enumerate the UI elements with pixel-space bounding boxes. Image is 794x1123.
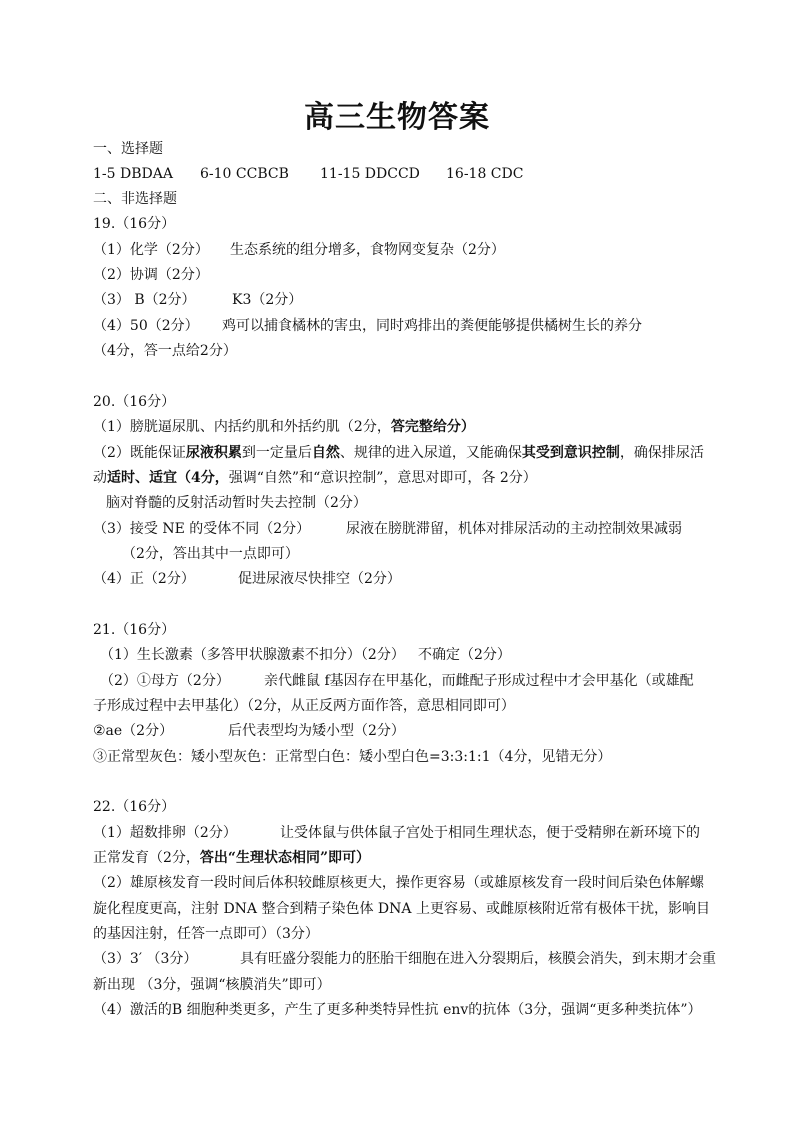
q21-heading: 21.（16分）	[93, 622, 176, 638]
q19-answer-3: （3） B（2分）	[93, 292, 196, 308]
q20-answer-2-key-b: 尿液积累	[185, 445, 242, 461]
choice-answers-16-18: 16-18 CDC	[446, 166, 524, 182]
q21-answer-2-detail: 亲代雌鼠 f基因存在甲基化，而雌配子形成过程中才会甲基化（或雄配	[264, 673, 694, 689]
q19-answer-3-detail: K3（2分）	[232, 292, 303, 308]
q20-answer-2-part-g: ，确保排尿活	[619, 445, 704, 461]
q21-answer-2b: ②ae（2分）	[93, 723, 174, 739]
q20-answer-1	[93, 417, 475, 437]
section-heading-choice: 一、选择题	[93, 141, 163, 157]
choice-answers-1-5: 1-5 DBDAA	[93, 166, 173, 182]
q19-answer-2: （2）协调（2分）	[93, 267, 209, 283]
q22-answer-3: （3）3′ （3分）	[93, 951, 198, 967]
q20-answer-2-cont-a: 动	[93, 470, 107, 486]
q19-answer-1: （1）化学（2分）	[93, 242, 209, 258]
q20-answer-2-cont	[93, 468, 537, 488]
q19-heading: 19.（16分）	[93, 216, 176, 232]
q22-answer-1: （1）超数排卵（2分）	[93, 825, 237, 841]
q19-answer-4: （4）50（2分）	[93, 318, 199, 334]
q20-heading: 20.（16分）	[93, 394, 176, 410]
q21-answer-1-detail: 不确定（2分）	[418, 647, 511, 663]
q20-answer-2-part-e: 、规律的进入尿道，又能确保	[339, 445, 522, 461]
choice-answers-6-10: 6-10 CCBCB	[200, 166, 289, 182]
q19-answer-4-note: （4分，答一点给2分）	[93, 343, 237, 359]
page-title: 高三生物答案	[304, 100, 490, 135]
q20-answer-2-part-a: （2）既能保证	[93, 445, 186, 461]
q20-answer-4: （4）正（2分）	[93, 571, 195, 587]
q21-answer-2c: ③正常型灰色：矮小型灰色：正常型白色：矮小型白色=3:3:1:1（4分，见错无分）	[93, 749, 612, 765]
q21-answer-1: （1）生长激素（多答甲状腺激素不扣分）（2分）	[100, 647, 405, 663]
q20-answer-2-extra: 脑对脊髓的反射活动暂时失去控制（2分）	[106, 495, 367, 511]
q20-answer-2-key-f: 其受到意识控制	[521, 445, 620, 461]
q22-answer-1-cont	[93, 848, 370, 868]
q19-answer-1-detail: 生态系统的组分增多，食物网变复杂（2分）	[230, 242, 505, 258]
q20-answer-2-cont-score: （4分，	[177, 470, 229, 486]
q20-answer-3: （3）接受 NE 的受体不同（2分）	[93, 521, 311, 537]
q20-answer-3-detail: 尿液在膀胱滞留，机体对排尿活动的主动控制效果减弱	[346, 521, 682, 537]
q21-answer-2: （2）①母方（2分）	[100, 673, 230, 689]
q20-answer-2	[93, 443, 704, 463]
q22-answer-2-cont1: 旋化程度更高，注射 DNA 整合到精子染色体 DNA 上更容易、或雌原核附近常有极体干扰，影响目	[93, 901, 710, 917]
q22-answer-3-detail: 具有旺盛分裂能力的胚胎干细胞在进入分裂期后，核膜会消失，到末期才会重	[240, 951, 716, 967]
q22-heading: 22.（16分）	[93, 799, 176, 815]
q20-answer-2-key-d: 自然	[311, 445, 340, 461]
q20-answer-2-part-c: 到一定量后	[241, 445, 312, 461]
q22-answer-1-detail: 让受体鼠与供体鼠子宫处于相同生理状态，便于受精卵在新环境下的	[280, 825, 700, 841]
q20-answer-2-cont-note: 强调“自然”和“意识控制”，意思对即可，各 2分）	[228, 470, 537, 486]
choice-answers-11-15: 11-15 DDCCD	[320, 166, 420, 182]
q20-answer-4-detail: 促进尿液尽快排空（2分）	[238, 571, 401, 587]
q19-answer-4-detail: 鸡可以捕食橘林的害虫，同时鸡排出的粪便能够提供橘树生长的养分	[222, 318, 642, 334]
q22-answer-3-cont: 新出现 （3分，强调“核膜消失”即可）	[93, 977, 331, 993]
q20-answer-1-text: （1）膀胱逼尿肌、内括约肌和外括约肌（2分，	[93, 419, 391, 435]
q20-answer-2-cont-key: 适时、适宜	[107, 470, 177, 486]
q22-answer-1-cont-text: 正常发育（2分，	[93, 850, 200, 866]
q20-answer-3-note: （2分，答出其中一点即可）	[122, 546, 299, 562]
q22-answer-4: （4）激活的B 细胞种类更多，产生了更多种类特异性抗 env的抗体（3分，强调“更多种类抗体”）	[93, 1002, 702, 1018]
q22-answer-2-cont2: 的基因注射，任答一点即可）（3分）	[93, 926, 319, 942]
q21-answer-2b-detail: 后代表型均为矮小型（2分）	[228, 723, 405, 739]
q20-answer-1-emphasis: 答完整给分）	[390, 419, 475, 435]
section-heading-nonchoice: 二、非选择题	[93, 191, 177, 207]
q22-answer-2: （2）雄原核发育一段时间后体积较雌原核更大，操作更容易（或雄原核发育一段时间后染色体解螺	[93, 875, 704, 891]
q21-answer-2-cont: 子形成过程中去甲基化）（2分，从正反两方面作答，意思相同即可）	[93, 698, 515, 714]
q22-answer-1-cont-emphasis: 答出“生理状态相同”即可）	[199, 850, 371, 866]
